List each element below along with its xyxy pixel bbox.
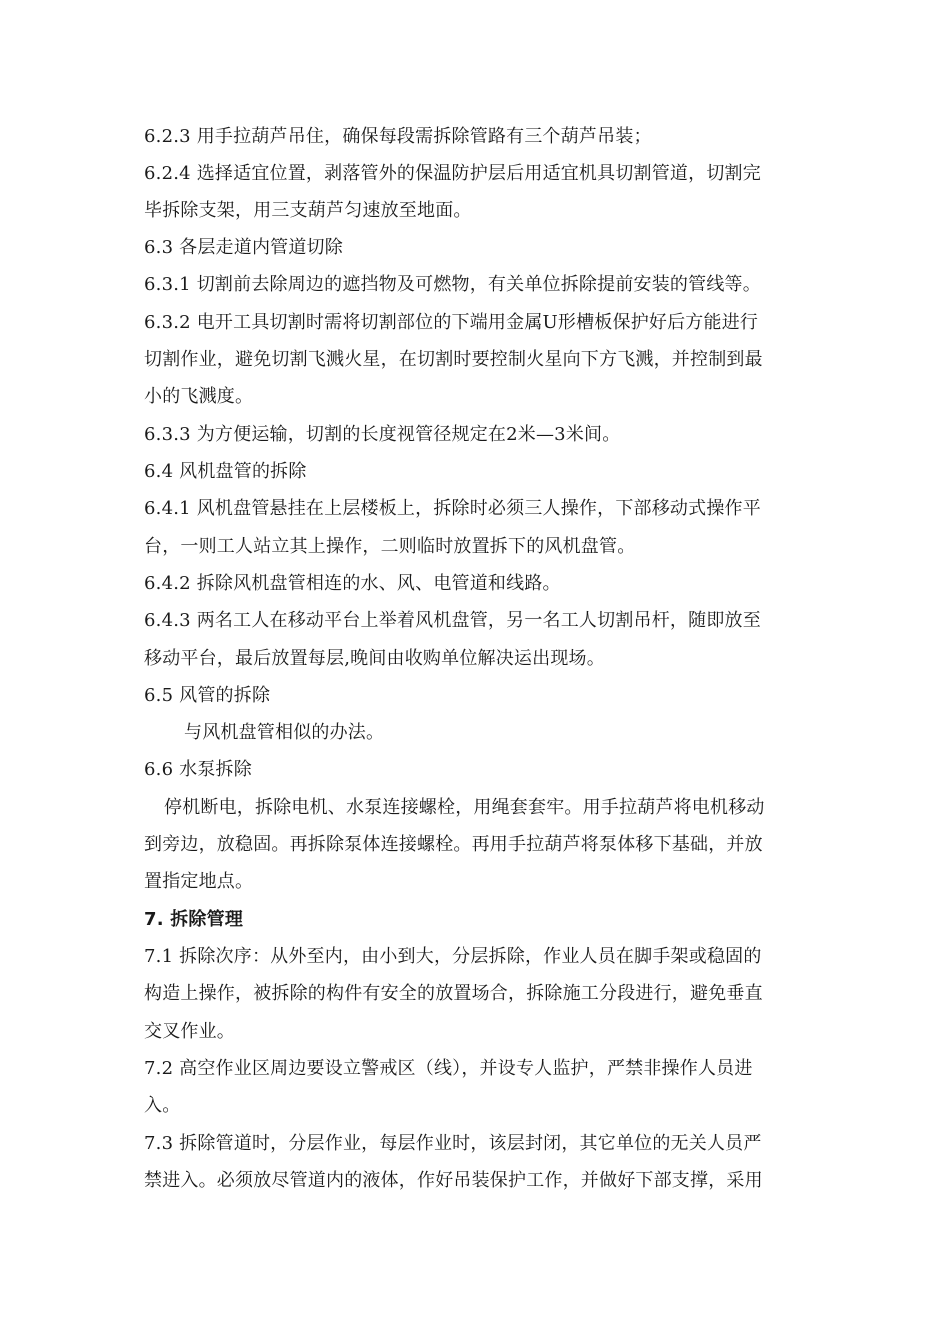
text-line: 小的飞溅度。 xyxy=(144,386,254,407)
section-heading: 6.6 水泵拆除 xyxy=(144,759,252,780)
text-line: 7.2 高空作业区周边要设立警戒区（线），并设专人监护，严禁非操作人员进 xyxy=(144,1058,753,1079)
section-heading: 6.5 风管的拆除 xyxy=(144,685,271,706)
text-line: 6.2.4 选择适宜位置，剥落管外的保温防护层后用适宜机具切割管道，切割完 xyxy=(144,163,761,184)
text-line: 毕拆除支架，用三支葫芦匀速放至地面。 xyxy=(144,200,472,221)
text-line: 6.4.3 两名工人在移动平台上举着风机盘管，另一名工人切割吊杆，随即放至 xyxy=(144,610,761,631)
section-heading: 6.4 风机盘管的拆除 xyxy=(144,461,307,482)
text-line: 禁进入。必须放尽管道内的液体，作好吊装保护工作，并做好下部支撑，采用 xyxy=(144,1170,763,1191)
text-line: 6.4.1 风机盘管悬挂在上层楼板上，拆除时必须三人操作，下部移动式操作平 xyxy=(144,498,761,519)
text-line: 台，一则工人站立其上操作，二则临时放置拆下的风机盘管。 xyxy=(144,536,636,557)
text-line: 7.3 拆除管道时，分层作业，每层作业时，该层封闭，其它单位的无关人员严 xyxy=(144,1133,762,1154)
text-line: 置指定地点。 xyxy=(144,871,254,892)
text-line: 停机断电，拆除电机、水泵连接螺栓，用绳套套牢。用手拉葫芦将电机移动 xyxy=(164,797,765,818)
section-heading: 6.3 各层走道内管道切除 xyxy=(144,237,343,258)
text-line: 6.3.2 电开工具切割时需将切割部位的下端用金属U形槽板保护好后方能进行 xyxy=(144,312,759,333)
chapter-heading: 7. 拆除管理 xyxy=(144,909,244,930)
text-line: 入。 xyxy=(144,1095,181,1116)
text-line: 交叉作业。 xyxy=(144,1021,235,1042)
text-line: 切割作业，避免切割飞溅火星，在切割时要控制火星向下方飞溅，并控制到最 xyxy=(144,349,763,370)
text-line: 6.3.1 切割前去除周边的遮挡物及可燃物，有关单位拆除提前安装的管线等。 xyxy=(144,274,761,295)
text-line: 6.2.3 用手拉葫芦吊住，确保每段需拆除管路有三个葫芦吊装； xyxy=(144,126,652,147)
text-line: 构造上操作，被拆除的构件有安全的放置场合，拆除施工分段进行，避免垂直 xyxy=(144,983,763,1004)
text-line: 与风机盘管相似的办法。 xyxy=(184,722,385,743)
text-line: 6.3.3 为方便运输，切割的长度视管径规定在2米—3米间。 xyxy=(144,424,621,445)
text-line: 移动平台，最后放置每层,晚间由收购单位解决运出现场。 xyxy=(144,648,605,669)
text-line: 7.1 拆除次序：从外至内，由小到大，分层拆除，作业人员在脚手架或稳固的 xyxy=(144,946,762,967)
text-line: 6.4.2 拆除风机盘管相连的水、风、电管道和线路。 xyxy=(144,573,561,594)
text-line: 到旁边，放稳固。再拆除泵体连接螺栓。再用手拉葫芦将泵体移下基础，并放 xyxy=(144,834,763,855)
